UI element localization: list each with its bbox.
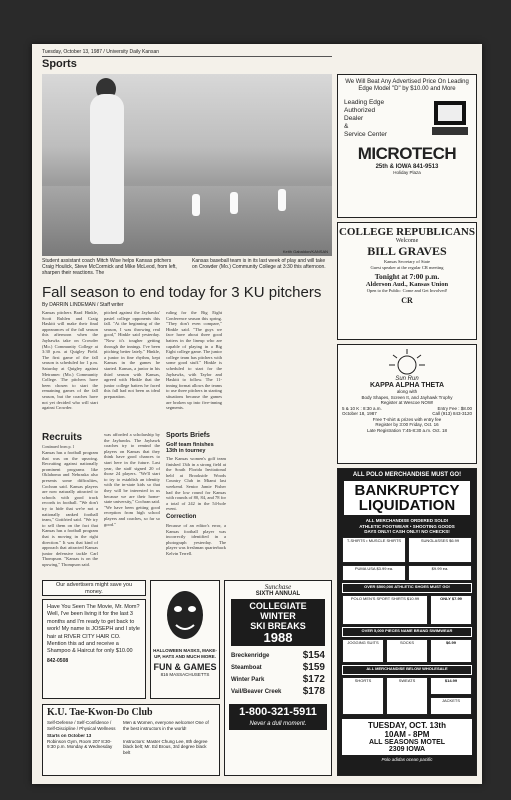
microtech-hours: Holiday Plaza xyxy=(393,170,421,175)
theta-ad xyxy=(337,344,477,464)
republicans-role: Kansas Secretary of State xyxy=(383,259,431,264)
liquidation-cell: JACKETS xyxy=(430,697,472,715)
taekwondo-where: Robinson Gym, Room 207 8:30-9:30 p.m. Monday & Wednesday xyxy=(47,738,113,749)
liquidation-top: ALL POLO MERCHANDISE MUST GO! xyxy=(352,472,462,478)
article-column: Kansas pitchers Brad Hinkle, Scott Ruhlen and Craig Haskitt will make their final appearances of the fall season this afternoon when the Jayhawks take on Crowder (Mo.) Community College at 3:30 p.m. at Quigley Field. The first game of the fall season is scheduled for 1 p.m. Saturday at Quigley against Metramec (Mo.) Community College. The pitchers have been chosen to start the remaining games of the fall season, but the coaches have not yet decided who will start against Crowder. xyxy=(42,310,98,411)
microtech-ad xyxy=(337,74,477,218)
taekwondo-starts: Starts on October 13 xyxy=(47,733,92,738)
river-city-text: Have You Seen The Movie, Mr. Mom? Well, I've been living it for the last 3 months and I'm ready to get back to work! My name is JOSEPH and I style hair at RIVER CITY HAIR CO. Mention this ad and receive a Shampoo & Haircut for only $10.00 xyxy=(47,604,140,655)
photo-caption-left: Student assistant coach Mitch Wise helps Kansas pitchers Craig Houlick, Steve McCormick and Mike McLeod, from left, sharpen their reactions. The xyxy=(42,258,177,276)
liquidation-liquidation: LIQUIDATION xyxy=(358,497,456,514)
theta-race: 5 & 10 K : 8:30 a.m. xyxy=(342,405,382,411)
liquidation-cell: SOCKS xyxy=(386,639,428,663)
liquidation-cell: JOGGING SUITS xyxy=(342,639,384,663)
correction-title: Correction xyxy=(166,514,197,520)
liquidation-banner: ALL MERCHANDISE BELOW WHOLESALE xyxy=(342,665,472,675)
sun-icon xyxy=(367,347,447,375)
theta-deadline: Register by 3:00 Friday, Oct. 16 xyxy=(375,422,439,427)
liquidation-footer: Polo adidas ocean pacific xyxy=(381,756,433,762)
article-column: ruling for the Big Eight Conference season this spring. "They don't even compare," Hinkle said. "The guys we face have about three good batters in the lineup who are capable of playing in a Big Eight college game. The junior college team has pitchers with some good stuff." Hinkle is scheduled to start for the Jayhawks, with Taylor and Haskitt to follow. The 11-inning format allows the teams to use three pitchers in starting situations because the games are broken up into five-inning segments. xyxy=(166,310,222,411)
photo-credit: Keith Gabaldon/KANSAN xyxy=(282,249,328,254)
microtech-line: Authorized xyxy=(344,107,376,114)
sunchase-place: Vail/Beaver Creek xyxy=(231,689,282,695)
theta-late: Late Registration 7:45-8:30 a.m. Oct. 18 xyxy=(366,427,448,433)
recruits-text: Kansas has a football program that was on the upswing. Recruiting against nationally prominent programs like Oklahoma and Nebraska also presents some difficulties, Cochran said. Kansas players are now naturally attracted to schools with good track records in football. "We don't try to hide that we're not a nationally ranked football team," Gottfried said. "We try to sell them on the fact that Kansas has a football program that is moving in the right direction." It was that kind of approach that attracted Kansas junior defensive tackle Carl Thompson. "Kansas is on the upswing," Thompson said. xyxy=(42,450,98,567)
republicans-time: Tonight at 7:00 p.m. xyxy=(374,272,440,281)
theta-along: along with xyxy=(396,389,418,394)
sunchase-brand: Sunchase xyxy=(264,583,292,591)
liquidation-cell: $6.99 xyxy=(430,639,472,663)
theta-date: October 18, 1987 xyxy=(342,411,377,416)
taekwondo-right: Men & Women, everyone welcome! One of the best instructors in the world! xyxy=(123,720,209,731)
liquidation-ad xyxy=(337,468,477,776)
river-city-phone: 842-0508 xyxy=(47,657,69,664)
mask-icon xyxy=(160,585,210,643)
newspaper-page xyxy=(32,44,482,784)
liquidation-cell: SWEATS xyxy=(386,677,428,715)
taekwondo-instructors: Instructors: Master Chung Lee, 8th degree black belt; Mr. Ed Brous, 3rd degree black belt xyxy=(123,738,208,755)
theta-sponsors: Body Shapes, Screen It, and Jayhawk Trophy xyxy=(361,394,453,400)
microtech-headline: We Will Beat Any Advertised Price On Leading Edge Model "D" by $10.00 and More xyxy=(345,79,469,92)
theta-org: KAPPA ALPHA THETA xyxy=(369,382,445,389)
fun-games-address: 816 MASSACHUSETTS xyxy=(160,672,210,677)
microtech-name: MICROTECH xyxy=(357,144,457,163)
byline: By DARRIN LINDEMAN / Staff writer xyxy=(42,302,124,308)
liquidation-order: ALL MERCHANDISE ORDERED SOLD! xyxy=(365,518,449,523)
pitcher-figure xyxy=(278,189,286,211)
briefs-sub: Golf team finishes 13th in tourney xyxy=(166,442,214,454)
sunchase-title: COLLEGIATE xyxy=(249,601,307,611)
fun-games-ad xyxy=(150,580,220,699)
liquidation-cell: SUNGLASSES $6.99 xyxy=(408,537,472,563)
theta-register: Register at Wescoe NOW! xyxy=(380,400,434,405)
photo-caption-right: Kansas baseball team is in its last week of play and will take on Crowder (Mo.) Community College at 3:30 this afternoon. xyxy=(192,258,326,270)
sunchase-price: $159 xyxy=(302,662,325,673)
sunchase-tag: Never a dull moment. xyxy=(229,720,327,730)
liquidation-cell: T-SHIRTS • MUSCLE SHIRTS xyxy=(342,537,406,563)
recruits-title: Recruits xyxy=(42,432,83,443)
section-title: Sports xyxy=(42,58,77,70)
theta-call: Call (913) 843-3120 xyxy=(432,411,472,416)
theta-banner: Sun Run xyxy=(395,376,419,382)
sunchase-price: $172 xyxy=(302,674,325,685)
liquidation-cell: SHORTS xyxy=(342,677,384,715)
republicans-open: Open to the Public: Come and Get Involved! xyxy=(366,288,448,293)
sunchase-place: Steamboat xyxy=(231,665,262,671)
briefs-title: Sports Briefs xyxy=(166,432,210,439)
coach-figure xyxy=(90,94,124,244)
republicans-welcome: Welcome xyxy=(395,238,419,244)
liquidation-cell: PUMA USA $3.99 ea. xyxy=(342,565,406,581)
fun-games-name: FUN & GAMES xyxy=(153,662,217,672)
mid-column: was afforded a scholarship by the Jayhawks. The Jayhawk coaches try to remind the players on Kansas that they think have good chances to start here in the future. Last year, the staff signed 20 of those 24 players. "We'll start to try to establish an identity with the in-state kids so that they will be interested in us because we are their home-state university," Cochran said. "We have been getting good reception from high school players and coaches, so far so good." xyxy=(104,432,160,527)
theta-fee: Entry Fee : $8.00 xyxy=(437,405,472,411)
taekwondo-title: K.U. Tae-Kwon-Do Club xyxy=(47,707,153,718)
republicans-logo: CR xyxy=(401,295,413,305)
liquidation-hours: 10AM - 8PM xyxy=(384,729,430,739)
recruits-cont: Continued from p. 1 xyxy=(42,444,75,449)
correction-text: Because of an editor's error, a Kansas football player was incorrectly identified in a photograph yesterday. The player was freshman quarterback Kelvin Terrell. xyxy=(166,523,226,556)
computer-icon xyxy=(430,99,470,139)
liquidation-date: TUESDAY, OCT. 13th xyxy=(368,720,446,730)
liquidation-cell: $14.99 xyxy=(430,677,472,695)
briefs-text: The Kansas women's golf team finished 13th in a strong field at the South Florida Invitational held at Brookside Woods Country Club in Miami last weekend. Senior Jamie Fisher had the low round for Kansas with rounds of 80, 84, and 78 for a total of 242 in the 54-hole event. xyxy=(166,456,226,511)
sunchase-price: $154 xyxy=(302,650,325,661)
sunchase-price: $178 xyxy=(302,686,325,697)
microtech-address: 25th & IOWA 841-9513 xyxy=(375,164,439,170)
microtech-line: Dealer xyxy=(344,115,364,122)
liquidation-cell: POLO MEN'S SPORT SHIRTS $10.99 xyxy=(342,595,428,625)
republicans-title: COLLEGE REPUBLICANS xyxy=(338,226,475,238)
republicans-note: Guest speaker at the regular CR meeting xyxy=(370,264,444,270)
sunchase-place: Breckenridge xyxy=(231,653,270,659)
baseball-photo xyxy=(42,74,332,256)
folio: Tuesday, October 13, 1987 / University Daily Kansan xyxy=(42,49,332,57)
liquidation-cell: ONLY $7.99 xyxy=(430,595,472,625)
taekwondo-left: Self-Defense / Self-Confidence / Self-Discipline / Physical Wellness xyxy=(47,720,116,731)
sunchase-year: 1988 xyxy=(263,630,293,645)
microtech-line: Service Center xyxy=(344,131,387,138)
liquidation-banner: OVER $500,000 ATHLETIC SHOES MUST GO! xyxy=(342,583,472,593)
microtech-line: Leading Edge xyxy=(344,99,385,106)
microtech-line: & xyxy=(344,123,349,130)
sunchase-title: SKI BREAKS xyxy=(250,621,306,631)
republicans-place: Alderson Aud., Kansas Union xyxy=(365,281,449,288)
sunchase-title: WINTER xyxy=(260,611,296,621)
liquidation-address: 2309 IOWA xyxy=(388,745,426,753)
sunchase-sixth: SIXTH ANNUAL xyxy=(255,591,301,597)
headline: Fall season to end today for 3 KU pitchers xyxy=(42,284,322,301)
fun-games-top: HALLOWEEN MASKS, MAKE-UP, HATS AND MUCH MORE. xyxy=(153,648,217,659)
theta-prize: Free T-shirt & prizes with entry fee xyxy=(372,416,442,422)
liquidation-banner: OVER 5,000 PIECES NAME BRAND SWIMWEAR xyxy=(342,627,472,637)
taekwondo-ad xyxy=(42,704,220,776)
liquidation-days: DAYS ONLY! CASH ONLY! NO CHECKS! xyxy=(364,529,450,534)
liquidation-bankrupt: BANKRUPTCY xyxy=(354,482,460,499)
sunchase-ad xyxy=(224,580,332,776)
republicans-ad xyxy=(337,222,477,340)
advertisers-note: Our advertisers might save you money. xyxy=(42,580,146,596)
article-column: pitched against the Jayhawks' pastel college opponents this fall. "At the beginning of the season, I was throwing real good," Hinkle said yesterday. "Now it's tougher getting through the innings. I've been pitching better lately." Hinkle, a junior in fine rhythm, kept Kansas in the games he started. Kansas, a junior in his third season with Kansas, agreed with Hinkle that the junior college batters he faced this fall had not been as ideal preparation. xyxy=(104,310,160,399)
pitcher-figure xyxy=(230,192,238,214)
republicans-guest: BILL GRAVES xyxy=(367,244,447,258)
sunchase-phone: 1-800-321-5911 xyxy=(229,704,327,720)
river-city-ad xyxy=(42,599,146,699)
photo-field xyxy=(42,186,332,256)
liquidation-cell: $9.99 ea. xyxy=(408,565,472,581)
sunchase-place: Winter Park xyxy=(231,677,265,683)
pitcher-figure xyxy=(192,194,200,216)
liquidation-store: ALL SEASONS MOTEL xyxy=(368,738,446,746)
liquidation-athletic: ATHLETIC FOOTWEAR • SHOOTING GOODS xyxy=(359,523,455,529)
